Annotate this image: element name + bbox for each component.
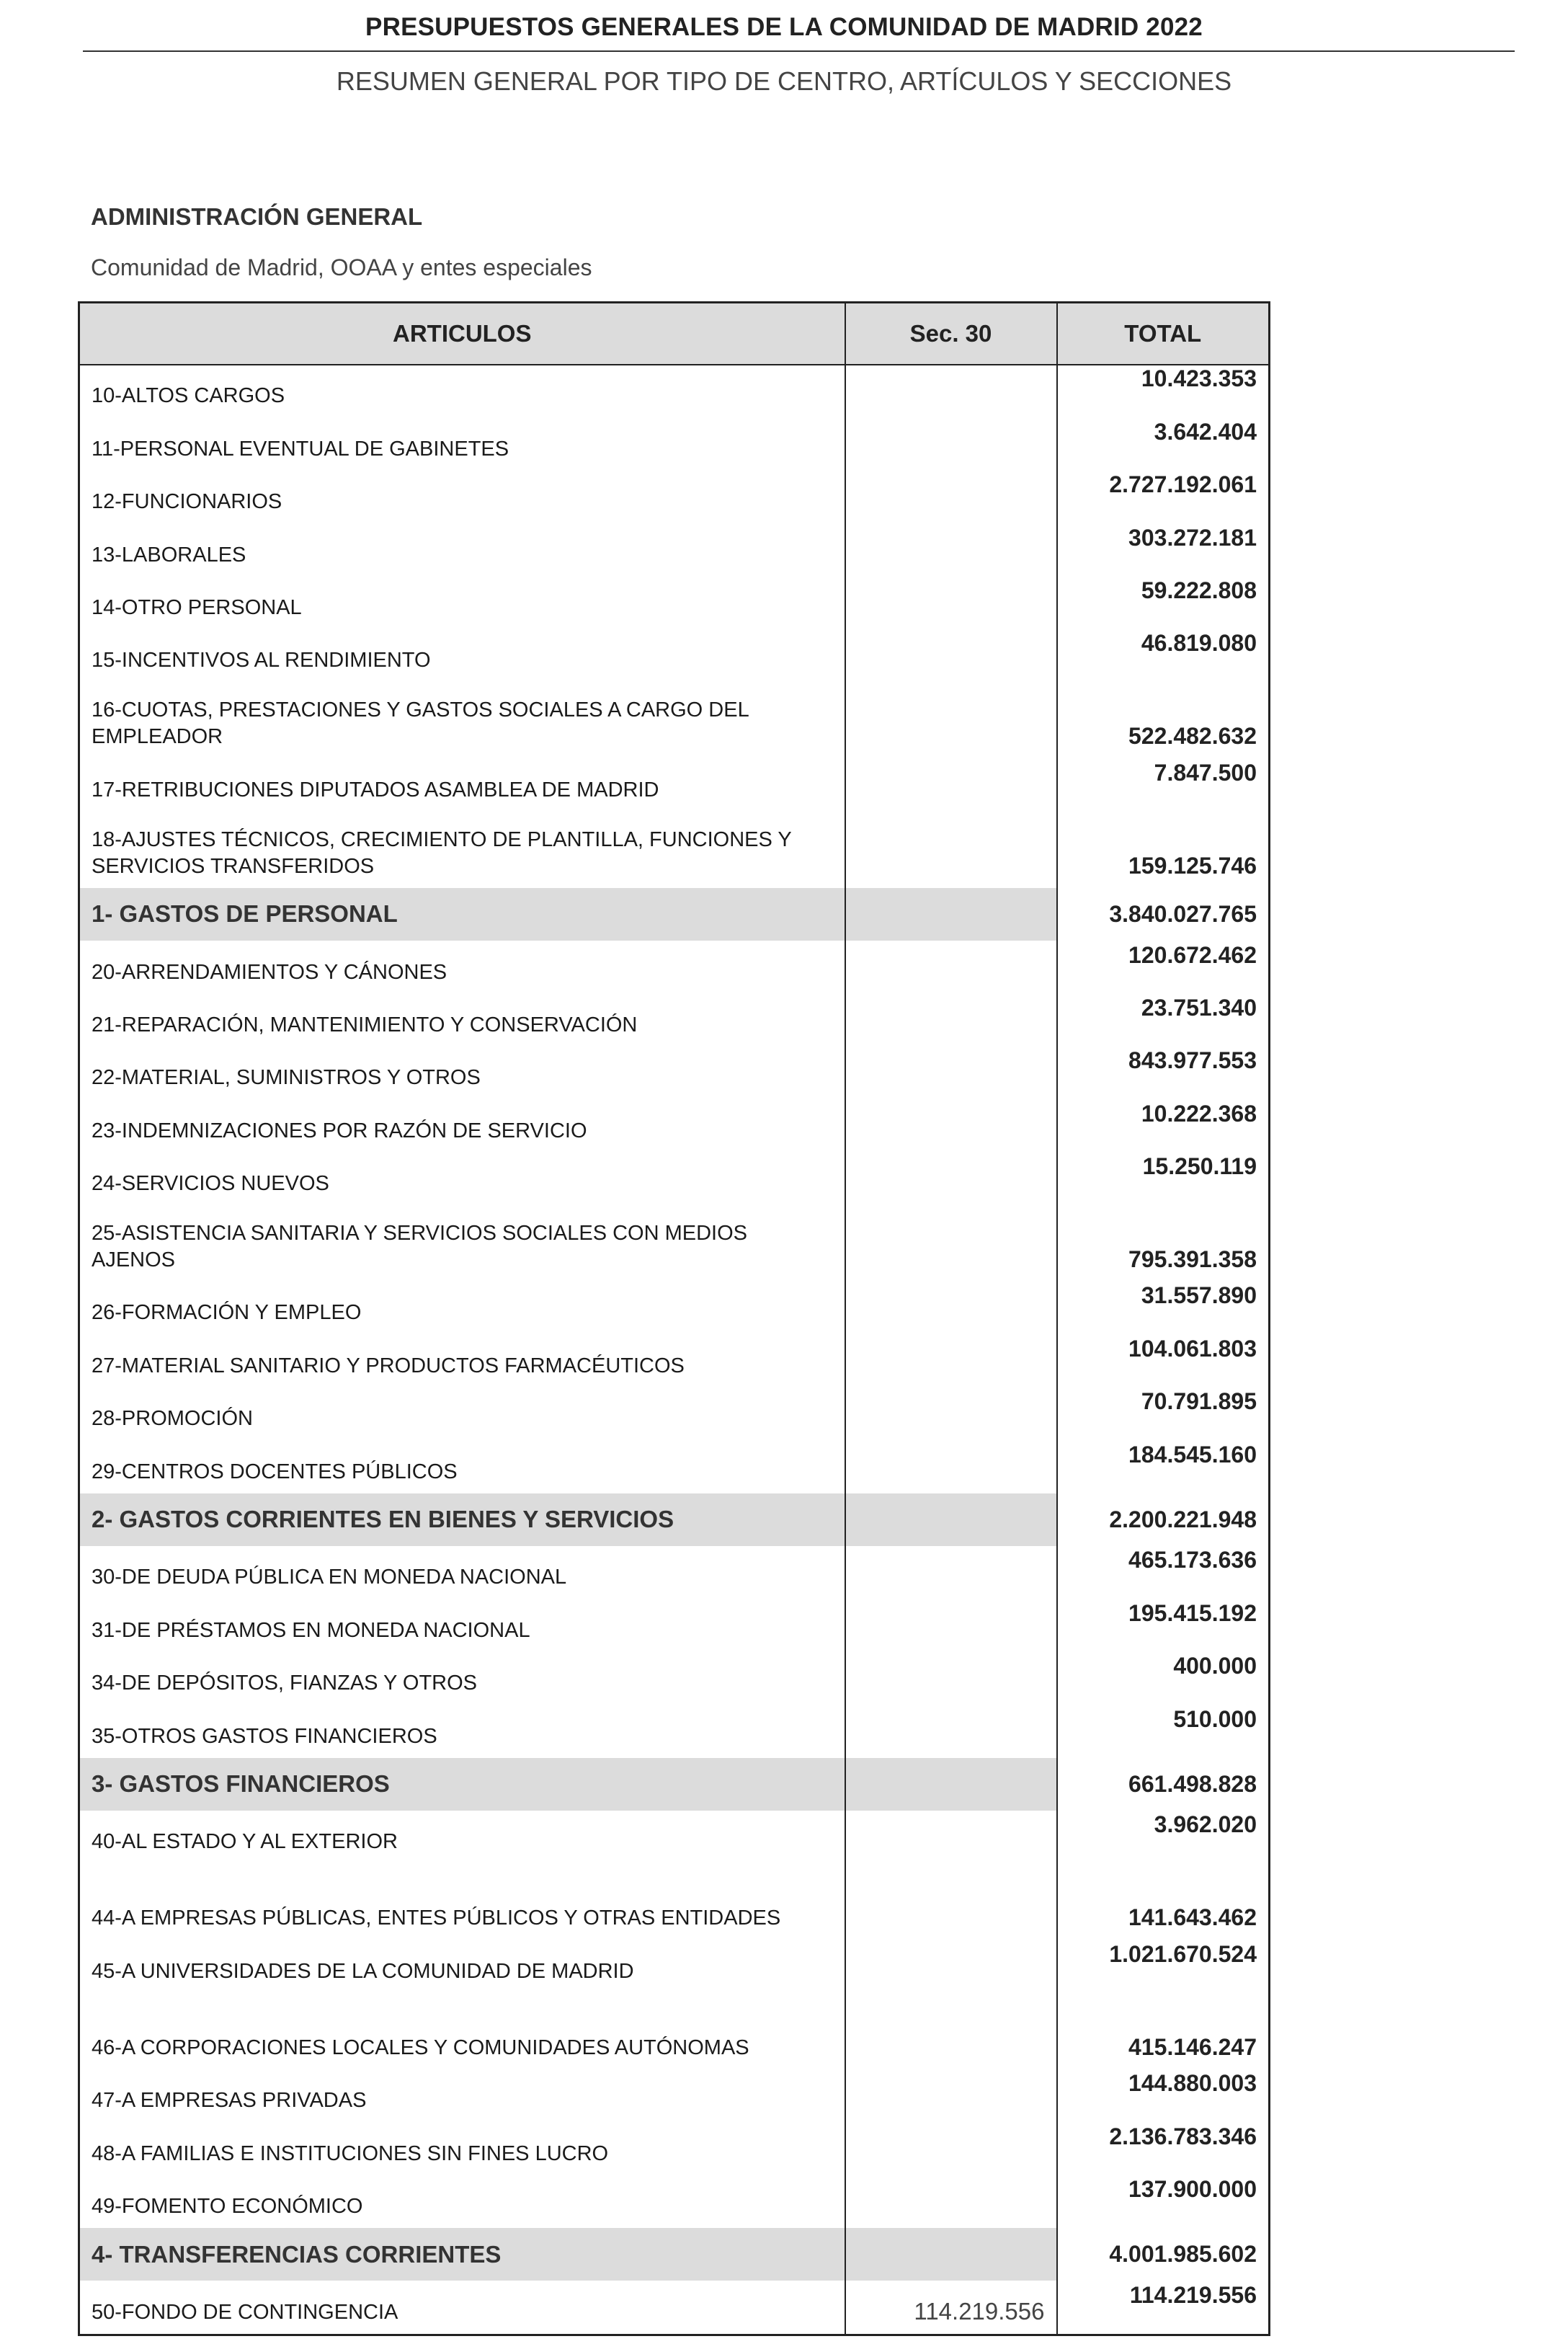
sec30-cell — [845, 682, 1057, 758]
sec30-cell — [845, 365, 1057, 417]
subtotal-row — [79, 1493, 1270, 1546]
article-cell: 10-ALTOS CARGOS — [92, 384, 285, 408]
article-cell: 25-ASISTENCIA SANITARIA Y SERVICIOS SOCIALES CON MEDIOS AJENOS — [92, 1222, 748, 1272]
table-row — [79, 1047, 1270, 1099]
table-row — [79, 682, 1270, 758]
sec30-cell — [845, 1758, 1057, 1811]
total-cell: 843.977.553 — [1057, 1047, 1270, 1099]
table-row — [79, 1153, 1270, 1205]
article-cell: 2- GASTOS CORRIENTES EN BIENES Y SERVICIOS — [79, 1493, 845, 1546]
article-cell: 17-RETRIBUCIONES DIPUTADOS ASAMBLEA DE MADRID — [92, 778, 659, 802]
column-header-total: TOTAL — [1057, 303, 1270, 365]
sec30-cell — [845, 417, 1057, 470]
table-row — [79, 1282, 1270, 1334]
total-cell: 1.021.670.524 — [1057, 1940, 1270, 1992]
sec30-cell — [845, 1440, 1057, 1493]
table-row — [79, 1940, 1270, 1992]
total-cell: 104.061.803 — [1057, 1334, 1270, 1387]
table-row — [79, 941, 1270, 993]
table-row — [79, 1652, 1270, 1705]
total-cell: 195.415.192 — [1057, 1599, 1270, 1651]
column-header-articulos: ARTICULOS — [79, 303, 845, 365]
total-cell: 120.672.462 — [1057, 941, 1270, 993]
table-row — [79, 1705, 1270, 1757]
header-divider — [83, 50, 1515, 52]
total-cell: 510.000 — [1057, 1705, 1270, 1757]
total-cell: 141.643.462 — [1057, 1863, 1270, 1940]
total-cell: 795.391.358 — [1057, 1205, 1270, 1282]
article-cell: 12-FUNCIONARIOS — [92, 490, 282, 514]
sec30-cell — [845, 941, 1057, 993]
article-cell: 21-REPARACIÓN, MANTENIMIENTO Y CONSERVACIÓN — [92, 1013, 638, 1036]
table-row — [79, 1993, 1270, 2069]
article-cell: 14-OTRO PERSONAL — [92, 595, 302, 619]
sec30-cell — [845, 812, 1057, 888]
sec30-cell — [845, 1652, 1057, 1705]
total-cell: 159.125.746 — [1057, 812, 1270, 888]
article-cell: 46-A CORPORACIONES LOCALES Y COMUNIDADES AUTÓNOMAS — [92, 2036, 749, 2059]
total-cell: 31.557.890 — [1057, 1282, 1270, 1334]
table-row — [79, 1811, 1270, 1863]
article-cell: 31-DE PRÉSTAMOS EN MONEDA NACIONAL — [92, 1618, 530, 1642]
article-cell: 3- GASTOS FINANCIEROS — [79, 1758, 845, 1811]
article-cell: 40-AL ESTADO Y AL EXTERIOR — [92, 1830, 398, 1854]
article-cell: 30-DE DEUDA PÚBLICA EN MONEDA NACIONAL — [92, 1566, 567, 1589]
article-cell: 50-FONDO DE CONTINGENCIA — [92, 2300, 398, 2324]
sec30-cell — [845, 1546, 1057, 1599]
sec30-cell — [845, 577, 1057, 629]
article-cell: 26-FORMACIÓN Y EMPLEO — [92, 1301, 362, 1325]
total-cell: 7.847.500 — [1057, 758, 1270, 811]
total-cell: 303.272.181 — [1057, 523, 1270, 576]
table-row — [79, 758, 1270, 811]
total-cell: 3.840.027.765 — [1057, 888, 1270, 941]
total-cell: 3.642.404 — [1057, 417, 1270, 470]
total-cell: 415.146.247 — [1057, 1993, 1270, 2069]
article-cell: 13-LABORALES — [92, 543, 246, 567]
total-cell: 400.000 — [1057, 1652, 1270, 1705]
table-row — [79, 523, 1270, 576]
total-cell: 114.219.556 — [1057, 2281, 1270, 2335]
article-cell: 28-PROMOCIÓN — [92, 1407, 253, 1431]
article-cell: 22-MATERIAL, SUMINISTROS Y OTROS — [92, 1066, 481, 1090]
total-cell: 23.751.340 — [1057, 994, 1270, 1047]
sec30-cell — [845, 1705, 1057, 1757]
total-cell: 70.791.895 — [1057, 1388, 1270, 1440]
table-row — [79, 1863, 1270, 1940]
total-cell: 46.819.080 — [1057, 629, 1270, 682]
total-cell: 10.423.353 — [1057, 365, 1270, 417]
sec30-cell: 114.219.556 — [845, 2281, 1057, 2335]
total-cell: 15.250.119 — [1057, 1153, 1270, 1205]
total-cell: 137.900.000 — [1057, 2175, 1270, 2228]
table-row — [79, 2281, 1270, 2335]
sec30-cell — [845, 1599, 1057, 1651]
sec30-cell — [845, 2175, 1057, 2228]
sec30-cell — [845, 888, 1057, 941]
total-cell: 465.173.636 — [1057, 1546, 1270, 1599]
total-cell: 4.001.985.602 — [1057, 2228, 1270, 2281]
table-row — [79, 812, 1270, 888]
sec30-cell — [845, 1099, 1057, 1152]
section-title: ADMINISTRACIÓN GENERAL — [91, 203, 423, 230]
table-row — [79, 1546, 1270, 1599]
sec30-cell — [845, 471, 1057, 523]
total-cell: 2.727.192.061 — [1057, 471, 1270, 523]
total-cell: 661.498.828 — [1057, 1758, 1270, 1811]
page-subtitle: RESUMEN GENERAL POR TIPO DE CENTRO, ARTÍCULOS Y SECCIONES — [336, 66, 1232, 96]
sec30-cell — [845, 2122, 1057, 2175]
article-cell: 18-AJUSTES TÉCNICOS, CRECIMIENTO DE PLANTILLA, FUNCIONES Y SERVICIOS TRANSFERIDOS — [92, 827, 792, 878]
sec30-cell — [845, 1205, 1057, 1282]
article-cell: 45-A UNIVERSIDADES DE LA COMUNIDAD DE MADRID — [92, 1959, 634, 1983]
article-cell: 4- TRANSFERENCIAS CORRIENTES — [79, 2228, 845, 2281]
sec30-cell — [845, 1047, 1057, 1099]
sec30-cell — [845, 1940, 1057, 1992]
article-cell: 34-DE DEPÓSITOS, FIANZAS Y OTROS — [92, 1672, 478, 1695]
sec30-cell — [845, 1334, 1057, 1387]
table-body — [79, 365, 1270, 2335]
article-cell: 1- GASTOS DE PERSONAL — [79, 888, 845, 941]
total-cell: 184.545.160 — [1057, 1440, 1270, 1493]
total-cell: 59.222.808 — [1057, 577, 1270, 629]
total-cell: 3.962.020 — [1057, 1811, 1270, 1863]
table-row — [79, 365, 1270, 417]
article-cell: 48-A FAMILIAS E INSTITUCIONES SIN FINES LUCRO — [92, 2141, 609, 2165]
section-subtitle: Comunidad de Madrid, OOAA y entes especiales — [91, 254, 592, 280]
table-header-row — [79, 303, 1270, 365]
sec30-cell — [845, 1388, 1057, 1440]
article-cell: 15-INCENTIVOS AL RENDIMIENTO — [92, 649, 431, 672]
total-cell: 10.222.368 — [1057, 1099, 1270, 1152]
table-row — [79, 2175, 1270, 2228]
table-row — [79, 577, 1270, 629]
article-cell: 29-CENTROS DOCENTES PÚBLICOS — [92, 1460, 458, 1483]
table-row — [79, 1599, 1270, 1651]
article-cell: 44-A EMPRESAS PÚBLICAS, ENTES PÚBLICOS Y OTRAS ENTIDADES — [92, 1906, 781, 1930]
table-row — [79, 471, 1270, 523]
table-row — [79, 1388, 1270, 1440]
article-cell: 24-SERVICIOS NUEVOS — [92, 1172, 329, 1196]
table-row — [79, 629, 1270, 682]
sec30-cell — [845, 2069, 1057, 2122]
table-row — [79, 1440, 1270, 1493]
article-cell: 27-MATERIAL SANITARIO Y PRODUCTOS FARMACÉUTICOS — [92, 1354, 685, 1377]
table-row — [79, 2069, 1270, 2122]
total-cell: 2.200.221.948 — [1057, 1493, 1270, 1546]
sec30-cell — [845, 2228, 1057, 2281]
article-cell: 20-ARRENDAMIENTOS Y CÁNONES — [92, 960, 447, 984]
table-row — [79, 417, 1270, 470]
article-cell: 49-FOMENTO ECONÓMICO — [92, 2194, 363, 2218]
table-row — [79, 1334, 1270, 1387]
sec30-cell — [845, 629, 1057, 682]
total-cell: 2.136.783.346 — [1057, 2122, 1270, 2175]
sec30-cell — [845, 1282, 1057, 1334]
sec30-cell — [845, 1863, 1057, 1940]
table-row — [79, 1099, 1270, 1152]
total-cell: 144.880.003 — [1057, 2069, 1270, 2122]
article-cell: 16-CUOTAS, PRESTACIONES Y GASTOS SOCIALES A CARGO DEL EMPLEADOR — [92, 698, 749, 749]
column-header-sec30: Sec. 30 — [845, 303, 1057, 365]
table-row — [79, 994, 1270, 1047]
sec30-cell — [845, 1811, 1057, 1863]
subtotal-row — [79, 888, 1270, 941]
sec30-cell — [845, 994, 1057, 1047]
subtotal-row — [79, 1758, 1270, 1811]
article-cell: 11-PERSONAL EVENTUAL DE GABINETES — [92, 437, 509, 461]
sec30-cell — [845, 1993, 1057, 2069]
article-cell: 35-OTROS GASTOS FINANCIEROS — [92, 1724, 437, 1748]
table-row — [79, 2122, 1270, 2175]
article-cell: 23-INDEMNIZACIONES POR RAZÓN DE SERVICIO — [92, 1119, 587, 1142]
sec30-cell — [845, 1493, 1057, 1546]
budget-table — [78, 301, 1270, 2336]
page-title: PRESUPUESTOS GENERALES DE LA COMUNIDAD DE MADRID 2022 — [365, 13, 1203, 41]
table-row — [79, 1205, 1270, 1282]
total-cell: 522.482.632 — [1057, 682, 1270, 758]
article-cell: 47-A EMPRESAS PRIVADAS — [92, 2089, 367, 2113]
sec30-cell — [845, 1153, 1057, 1205]
sec30-cell — [845, 758, 1057, 811]
subtotal-row — [79, 2228, 1270, 2281]
sec30-cell — [845, 523, 1057, 576]
